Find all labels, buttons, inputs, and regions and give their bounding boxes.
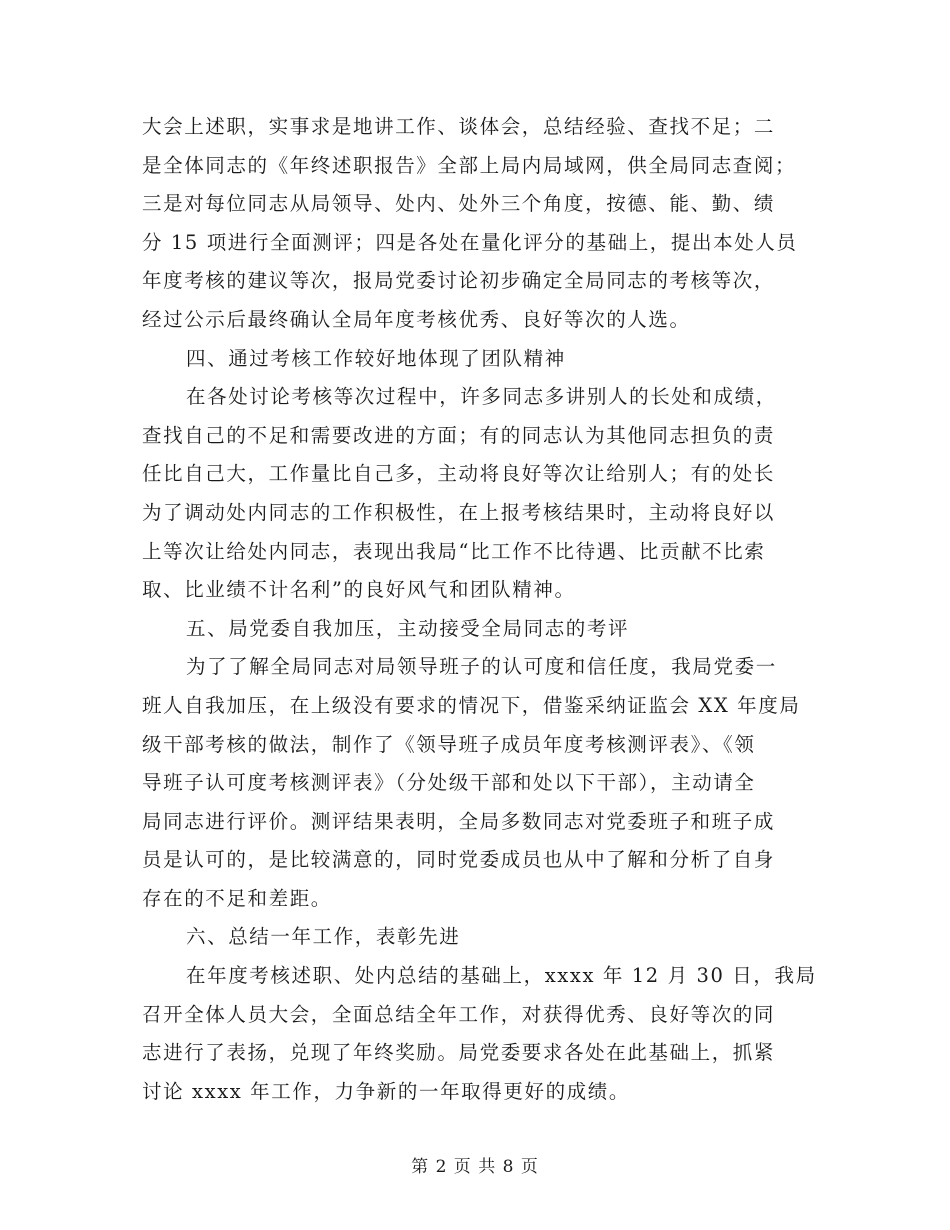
text-line: 在年度考核述职、处内总结的基础上，xxxx 年 12 月 30 日，我局 <box>186 964 817 988</box>
text-line: 任比自己大，工作量比自己多，主动将良好等次让给别人；有的处长 <box>142 462 776 486</box>
text-line: 导班子认可度考核测评表》（分处级干部和处以下干部），主动请全 <box>142 771 756 795</box>
text-line: 员是认可的，是比较满意的，同时党委成员也从中了解和分析了自身 <box>142 848 776 872</box>
text-line: 局同志进行评价。测评结果表明，全局多数同志对党委班子和班子成 <box>142 809 776 833</box>
text-line: 在各处讨论考核等次过程中，许多同志多讲别人的长处和成绩， <box>186 385 777 409</box>
text-line: 讨论 xxxx 年工作，力争新的一年取得更好的成绩。 <box>142 1079 630 1103</box>
text-line: 为了调动处内同志的工作积极性，在上报考核结果时，主动将良好以 <box>142 500 776 524</box>
text-line: 三是对每位同志从局领导、处内、处外三个角度，按德、能、勤、绩 <box>142 192 776 216</box>
text-line: 为了了解全局同志对局领导班子的认可度和信任度，我局党委一 <box>186 655 777 679</box>
text-line: 召开全体人员大会，全面总结全年工作，对获得优秀、良好等次的同 <box>142 1002 776 1026</box>
text-line: 经过公示后最终确认全局年度考核优秀、良好等次的人选。 <box>142 307 691 331</box>
text-line: 查找自己的不足和需要改进的方面；有的同志认为其他同志担负的责 <box>142 423 776 447</box>
text-line: 取、比业绩不计名利”的良好风气和团队精神。 <box>142 578 576 602</box>
section-heading-5: 五、局党委自我加压，主动接受全局同志的考评 <box>186 616 630 640</box>
text-line: 班人自我加压，在上级没有要求的情况下，借鉴采纳证监会 XX 年度局 <box>142 693 801 717</box>
page-number-footer: 第 2 页 共 8 页 <box>411 1157 539 1177</box>
section-heading-6: 六、总结一年工作，表彰先进 <box>186 925 461 949</box>
text-line: 志进行了表扬，兑现了年终奖励。局党委要求各处在此基础上，抓紧 <box>142 1041 776 1065</box>
section-heading-4: 四、通过考核工作较好地体现了团队精神 <box>186 346 566 370</box>
text-line: 上等次让给处内同志，表现出我局“比工作不比待遇、比贡献不比索 <box>142 539 766 563</box>
text-line: 大会上述职，实事求是地讲工作、谈体会，总结经验、查找不足；二 <box>142 115 776 138</box>
text-line: 年度考核的建议等次，报局党委讨论初步确定全局同志的考核等次， <box>142 269 776 293</box>
text-line: 级干部考核的做法，制作了《领导班子成员年度考核测评表》、《领 <box>142 732 756 756</box>
document-body <box>142 108 817 1111</box>
text-line: 分 15 项进行全面测评；四是各处在量化评分的基础上，提出本处人员 <box>142 230 798 254</box>
text-line: 存在的不足和差距。 <box>142 886 332 910</box>
text-line: 是全体同志的《年终述职报告》全部上局内局域网，供全局同志查阅； <box>142 153 797 177</box>
